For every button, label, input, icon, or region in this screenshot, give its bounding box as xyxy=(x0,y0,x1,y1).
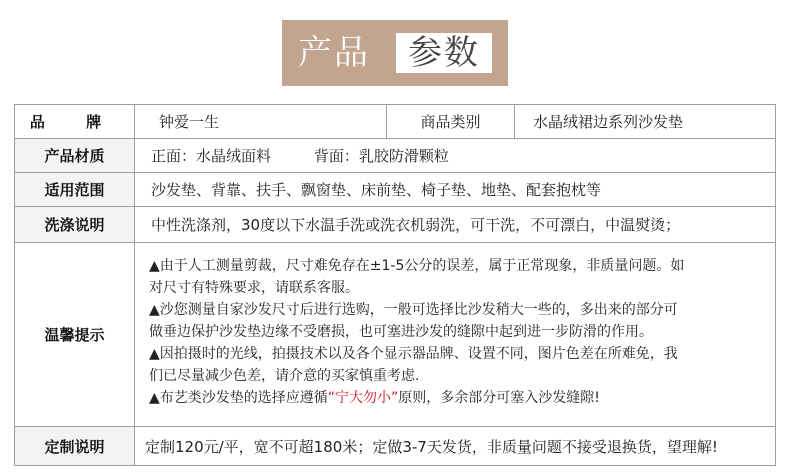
wash-value: 中性洗涤剂，30度以下水温手洗或洗衣机弱洗，可干洗，不可漂白，中温熨烫； xyxy=(151,216,681,234)
header-title-right: 参数 xyxy=(396,33,492,73)
custom-label: 定制说明 xyxy=(15,427,135,465)
row-material xyxy=(15,139,775,173)
wash-label: 洗涤说明 xyxy=(15,207,135,242)
tip-line: 对尺寸有特殊要求，请联系客服。 xyxy=(149,280,359,296)
category-value: 水晶绒裙边系列沙发垫 xyxy=(533,113,684,131)
tips-label: 温馨提示 xyxy=(15,243,135,426)
tip-line: 们已尽量减少色差，请介意的买家慎重考虑. xyxy=(149,368,420,384)
tip-line-4-pre: ▲布艺类沙发垫的选择应遵循 xyxy=(149,390,328,406)
header-title-left: 产品 xyxy=(298,33,370,73)
brand-label-text: 品 牌 xyxy=(29,113,120,131)
material-label: 产品材质 xyxy=(15,139,135,172)
spec-table xyxy=(14,104,776,466)
tip-line: ▲沙您测量自家沙发尺寸后进行选购，一般可选择比沙发稍大一些的，多出来的部分可 xyxy=(149,302,678,318)
header-banner xyxy=(282,20,508,86)
row-wash xyxy=(15,207,775,243)
custom-value: 定制120元/平，宽不可超180米；定做3-7天发货，非质量问题不接受退换货，望理解! xyxy=(145,437,718,456)
scope-value: 沙发垫、背靠、扶手、飘窗垫、床前垫、椅子垫、地垫、配套抱枕等 xyxy=(151,181,602,199)
tip-line-4-post: 原则，多余部分可塞入沙发缝隙! xyxy=(398,390,600,406)
category-label: 商品类别 xyxy=(387,105,515,138)
row-brand xyxy=(15,105,775,139)
row-custom xyxy=(15,427,775,465)
scope-label: 适用范围 xyxy=(15,173,135,206)
tip-line: ▲因拍摄时的光线，拍摄技术以及各个显示器品牌、设置不同，图片色差在所难免，我 xyxy=(149,346,678,362)
material-value: 正面：水晶绒面料 背面：乳胶防滑颗粒 xyxy=(151,147,449,165)
brand-label xyxy=(15,105,135,138)
brand-value: 钟爱一生 xyxy=(135,105,387,138)
tips-content xyxy=(135,243,775,426)
row-tips xyxy=(15,243,775,427)
tip-highlight: “宁大勿小” xyxy=(327,390,399,406)
tip-line: 做垂边保护沙发垫边缘不受磨损，也可塞进沙发的缝隙中起到进一步防滑的作用。 xyxy=(149,324,653,340)
tip-line: ▲由于人工测量剪裁，尺寸难免存在±1-5公分的误差，属于正常现象，非质量问题。如 xyxy=(149,258,685,274)
tip-line-4 xyxy=(149,387,765,409)
row-scope xyxy=(15,173,775,207)
